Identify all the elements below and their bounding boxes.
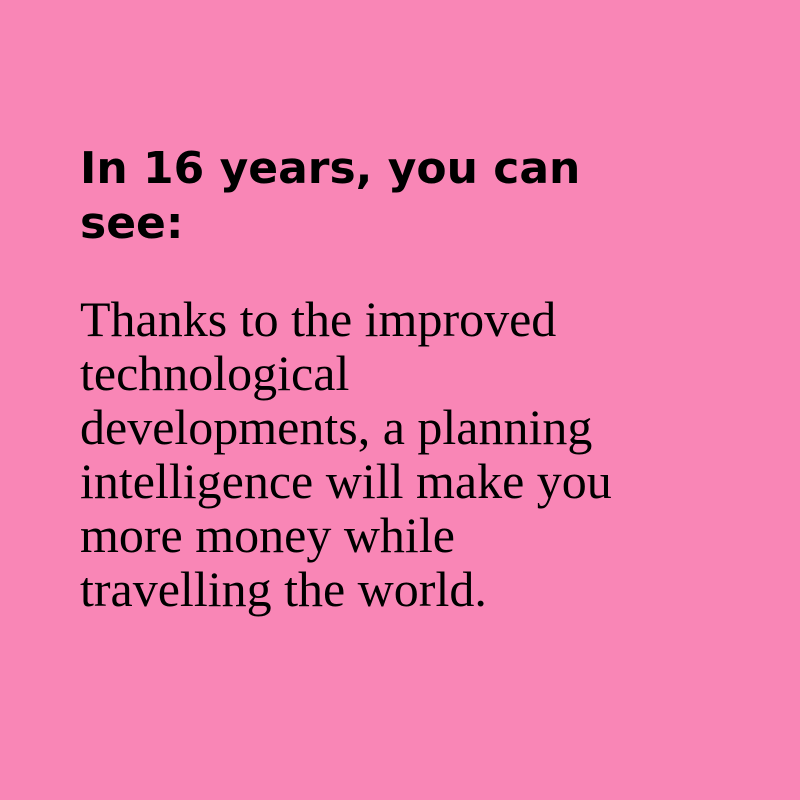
body-line: developments, a planning	[80, 399, 593, 455]
body-line: technological	[80, 345, 350, 401]
body-paragraph	[80, 292, 720, 616]
heading-line: see:	[80, 198, 184, 249]
body-line: travelling the world.	[80, 561, 487, 617]
body-line: more money while	[80, 507, 455, 563]
heading	[80, 141, 720, 251]
heading-line: In 16 years, you can	[80, 143, 581, 194]
body-line: intelligence will make you	[80, 453, 612, 509]
body-line: Thanks to the improved	[80, 291, 557, 347]
